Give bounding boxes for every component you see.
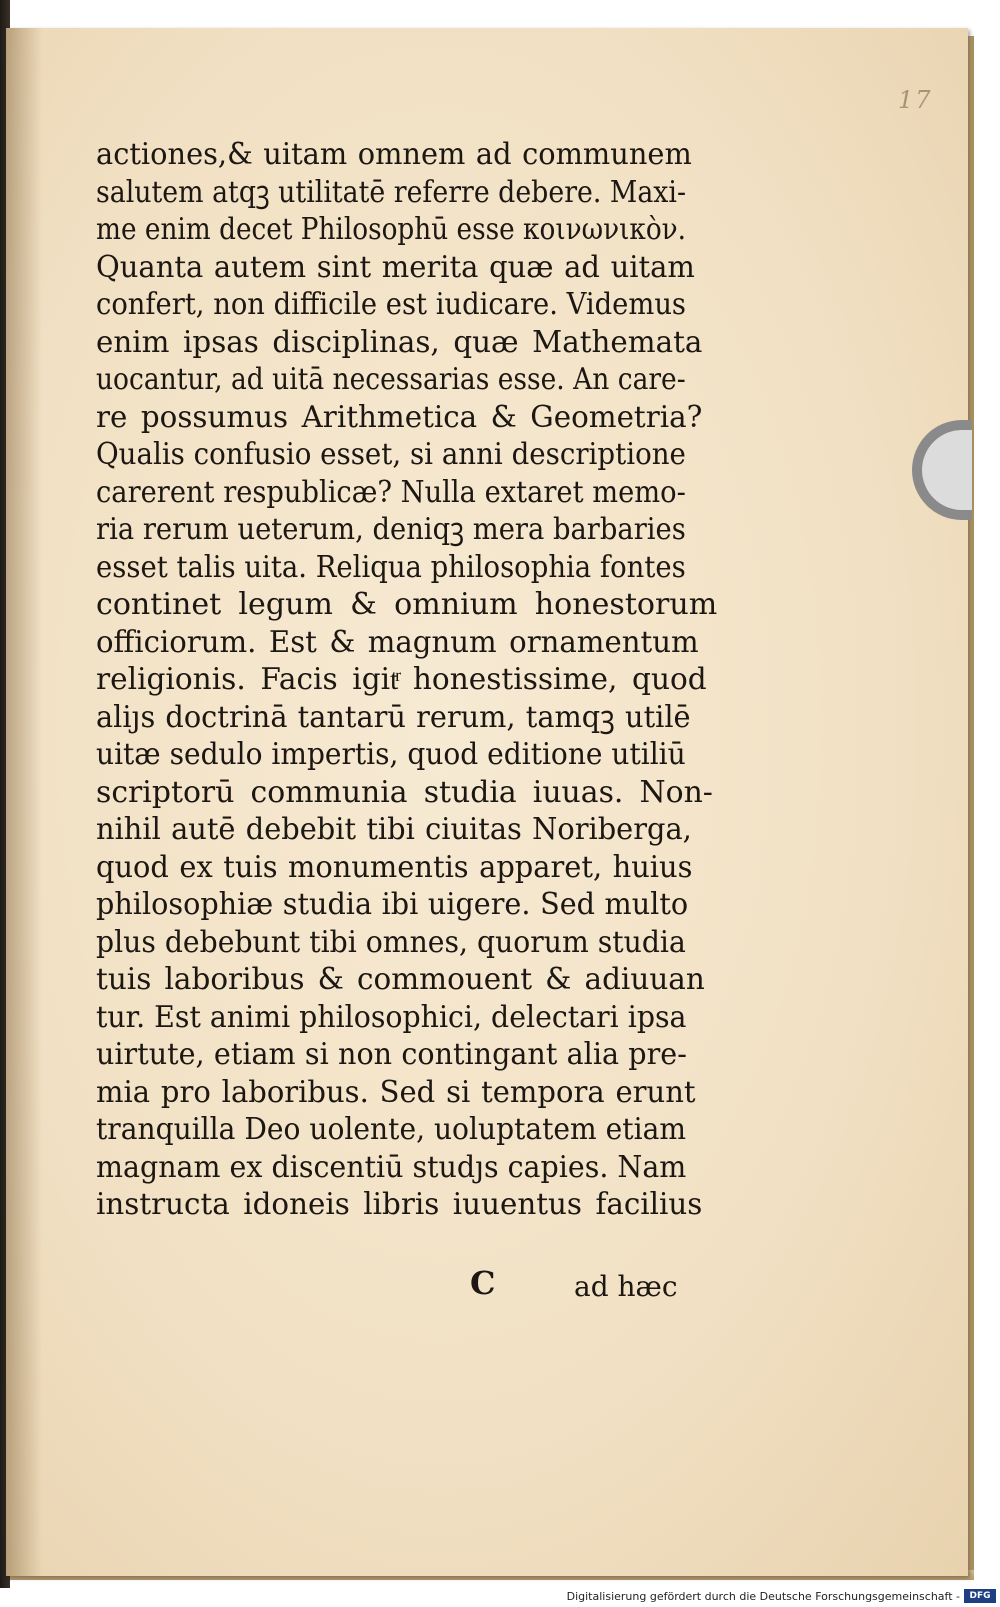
- text-line: scriptorū communia studia iuuas. Non-: [96, 774, 713, 810]
- text-line: enim ipsas disciplinas, quæ Mathemata: [96, 324, 703, 360]
- text-line: me enim decet Philosophū esse κοινωνικὸν.: [96, 212, 687, 247]
- text-line: quod ex tuis monumentis apparet, huius: [96, 849, 693, 885]
- text-line: Quanta autem sint merita quæ ad uitam: [96, 249, 695, 285]
- text-line: mia pro laboribus. Sed si tempora erunt: [96, 1074, 696, 1110]
- text-line: uocantur, ad uitā necessarias esse. An care-: [96, 362, 686, 397]
- text-line: tranquilla Deo uolente, uoluptatem etiam: [96, 1112, 686, 1147]
- text-line: uirtute, etiam si non contingant alia pre-: [96, 1037, 687, 1072]
- text-line: philosophiæ studia ibi uigere. Sed multo: [96, 887, 689, 922]
- text-line: tuis laboribus & commouent & adiuuan: [96, 962, 705, 997]
- signature-mark: C: [470, 1264, 496, 1302]
- folio-number: 17: [898, 86, 933, 114]
- text-line: aliȷs doctrinā tantarū rerum, tamqꝫ utilē: [96, 699, 691, 735]
- text-line: instructa idoneis libris iuuentus facilius: [96, 1187, 703, 1222]
- text-line: officiorum. Est & magnum ornamentum: [96, 624, 699, 660]
- text-line: esset talis uita. Reliqua philosophia fontes: [96, 549, 686, 585]
- text-line: magnam ex discentiū studȷs capies. Nam: [96, 1149, 687, 1185]
- page-gutter-shading: [6, 28, 42, 1576]
- text-line: continet legum & omnium honestorum: [96, 587, 718, 622]
- text-line: confert, non difficile est iudicare. Videmus: [96, 287, 686, 322]
- text-line: nihil autē debebit tibi ciuitas Noriberga,: [96, 812, 692, 847]
- text-line: uitæ sedulo impertis, quod editione utiliū: [96, 737, 686, 772]
- text-line: plus debebunt tibi omnes, quorum studia: [96, 924, 686, 960]
- funding-credit: Digitalisierung gefördert durch die Deutsche Forschungsgemeinschaft -: [566, 1590, 960, 1603]
- catchword: ad hæc: [574, 1270, 678, 1303]
- text-line: re possumus Arithmetica & Geometria?: [96, 399, 703, 435]
- text-line: ria rerum ueterum, deniqꝫ mera barbaries: [96, 512, 686, 547]
- dfg-logo: DFG: [964, 1589, 996, 1603]
- text-line: carerent respublicæ? Nulla extaret memo-: [96, 474, 686, 510]
- text-line: religionis. Facis igitͬ honestissime, quod: [96, 662, 707, 697]
- text-line: salutem atqꝫ utilitatē referre debere. Maxi-: [96, 174, 687, 210]
- text-line: actiones,& uitam omnem ad communem: [96, 137, 692, 172]
- text-line: tur. Est animi philosophici, delectari ipsa: [96, 999, 687, 1035]
- printed-text-block: [96, 136, 716, 1224]
- text-line: Qualis confusio esset, si anni descriptione: [96, 437, 686, 472]
